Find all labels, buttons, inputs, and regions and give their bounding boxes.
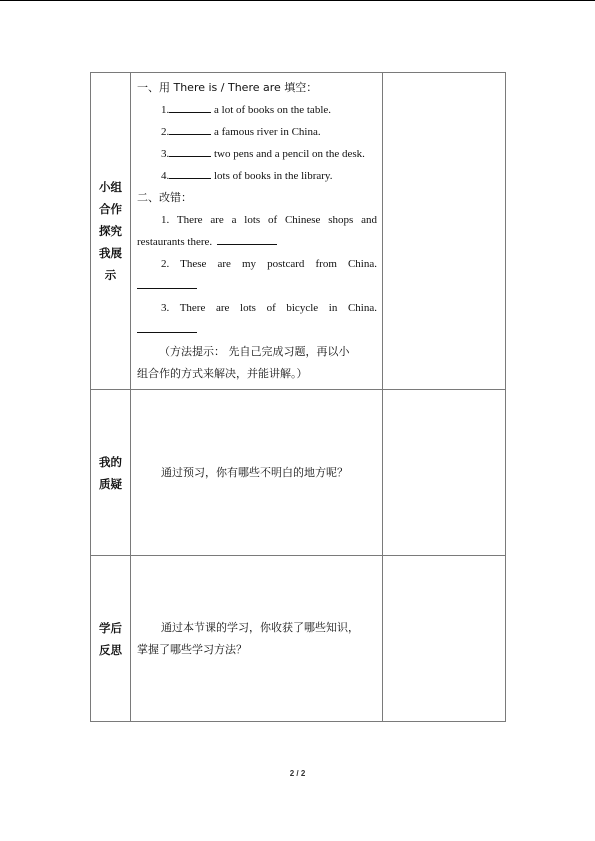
item-text: a famous river in China.	[211, 126, 321, 138]
exercise-content-cell	[131, 73, 383, 390]
correction-item-3-line-1: 3. There are lots of bicycle in China.	[161, 302, 377, 314]
label-line: 合作	[99, 202, 122, 216]
fill-blank-item-1	[137, 99, 377, 121]
page-number: 2 / 2	[289, 769, 306, 778]
section-2-heading: 二、改错：	[137, 191, 192, 204]
notes-cell[interactable]	[383, 556, 506, 722]
notes-cell[interactable]	[383, 390, 506, 556]
correction-item-1-line-2	[137, 231, 377, 253]
item-number: 2.	[161, 126, 170, 138]
notes-cell[interactable]	[383, 73, 506, 390]
answer-blank[interactable]	[169, 122, 211, 135]
questions-prompt-cell	[131, 390, 383, 556]
table-row-reflection	[91, 556, 506, 722]
label-line: 学后	[99, 620, 122, 635]
fill-blank-item-3	[137, 143, 377, 165]
table-row-my-questions	[91, 390, 506, 556]
label-line: 反思	[99, 642, 122, 657]
reflection-prompt-line-2: 掌握了哪些学习方法？	[137, 642, 247, 656]
item-number: 4.	[161, 170, 170, 182]
answer-blank[interactable]	[217, 232, 277, 245]
item-text: restaurants there.	[137, 236, 215, 248]
correction-item-2-line-1: 2. These are my postcard from China.	[161, 258, 377, 270]
fill-blank-item-4	[137, 165, 377, 187]
correction-item-2-line-2	[137, 275, 377, 297]
label-line: 探究	[99, 224, 122, 238]
label-line: 我的	[99, 454, 122, 469]
correction-item-1-line-1: 1. There are a lots of Chinese shops and	[161, 214, 377, 226]
questions-prompt-line-1: 通过预习，你有哪些不明白的地方呢？	[161, 465, 348, 479]
item-number: 3.	[161, 148, 170, 160]
table-row-group-work	[91, 73, 506, 390]
page-top-border	[0, 0, 595, 1]
label-line: 小组	[99, 180, 122, 194]
correction-item-3-line-2	[137, 319, 377, 341]
answer-blank[interactable]	[169, 100, 211, 113]
row-label-my-questions	[91, 390, 131, 556]
label-line: 示	[104, 268, 117, 282]
answer-blank[interactable]	[169, 166, 211, 179]
method-hint-line-1: （方法提示： 先自己完成习题，再以小	[159, 345, 350, 358]
item-text: two pens and a pencil on the desk.	[211, 148, 365, 160]
row-label-reflection	[91, 556, 131, 722]
answer-blank[interactable]	[137, 320, 197, 333]
answer-blank[interactable]	[169, 144, 211, 157]
section-1-heading: 一、用 There is / There are 填空：	[137, 81, 318, 94]
fill-blank-item-2	[137, 121, 377, 143]
label-line: 我展	[99, 246, 122, 260]
row-label-group-work	[91, 73, 131, 390]
worksheet-table	[90, 72, 506, 722]
method-hint-line-2: 组合作的方式来解决，并能讲解。）	[137, 367, 308, 380]
reflection-prompt-cell	[131, 556, 383, 722]
item-text: a lot of books on the table.	[211, 104, 332, 116]
reflection-prompt-line-1: 通过本节课的学习，你收获了哪些知识，	[161, 620, 359, 634]
item-number: 1.	[161, 104, 170, 116]
label-line: 质疑	[99, 476, 122, 491]
item-text: lots of books in the library.	[211, 170, 333, 182]
answer-blank[interactable]	[137, 276, 197, 289]
